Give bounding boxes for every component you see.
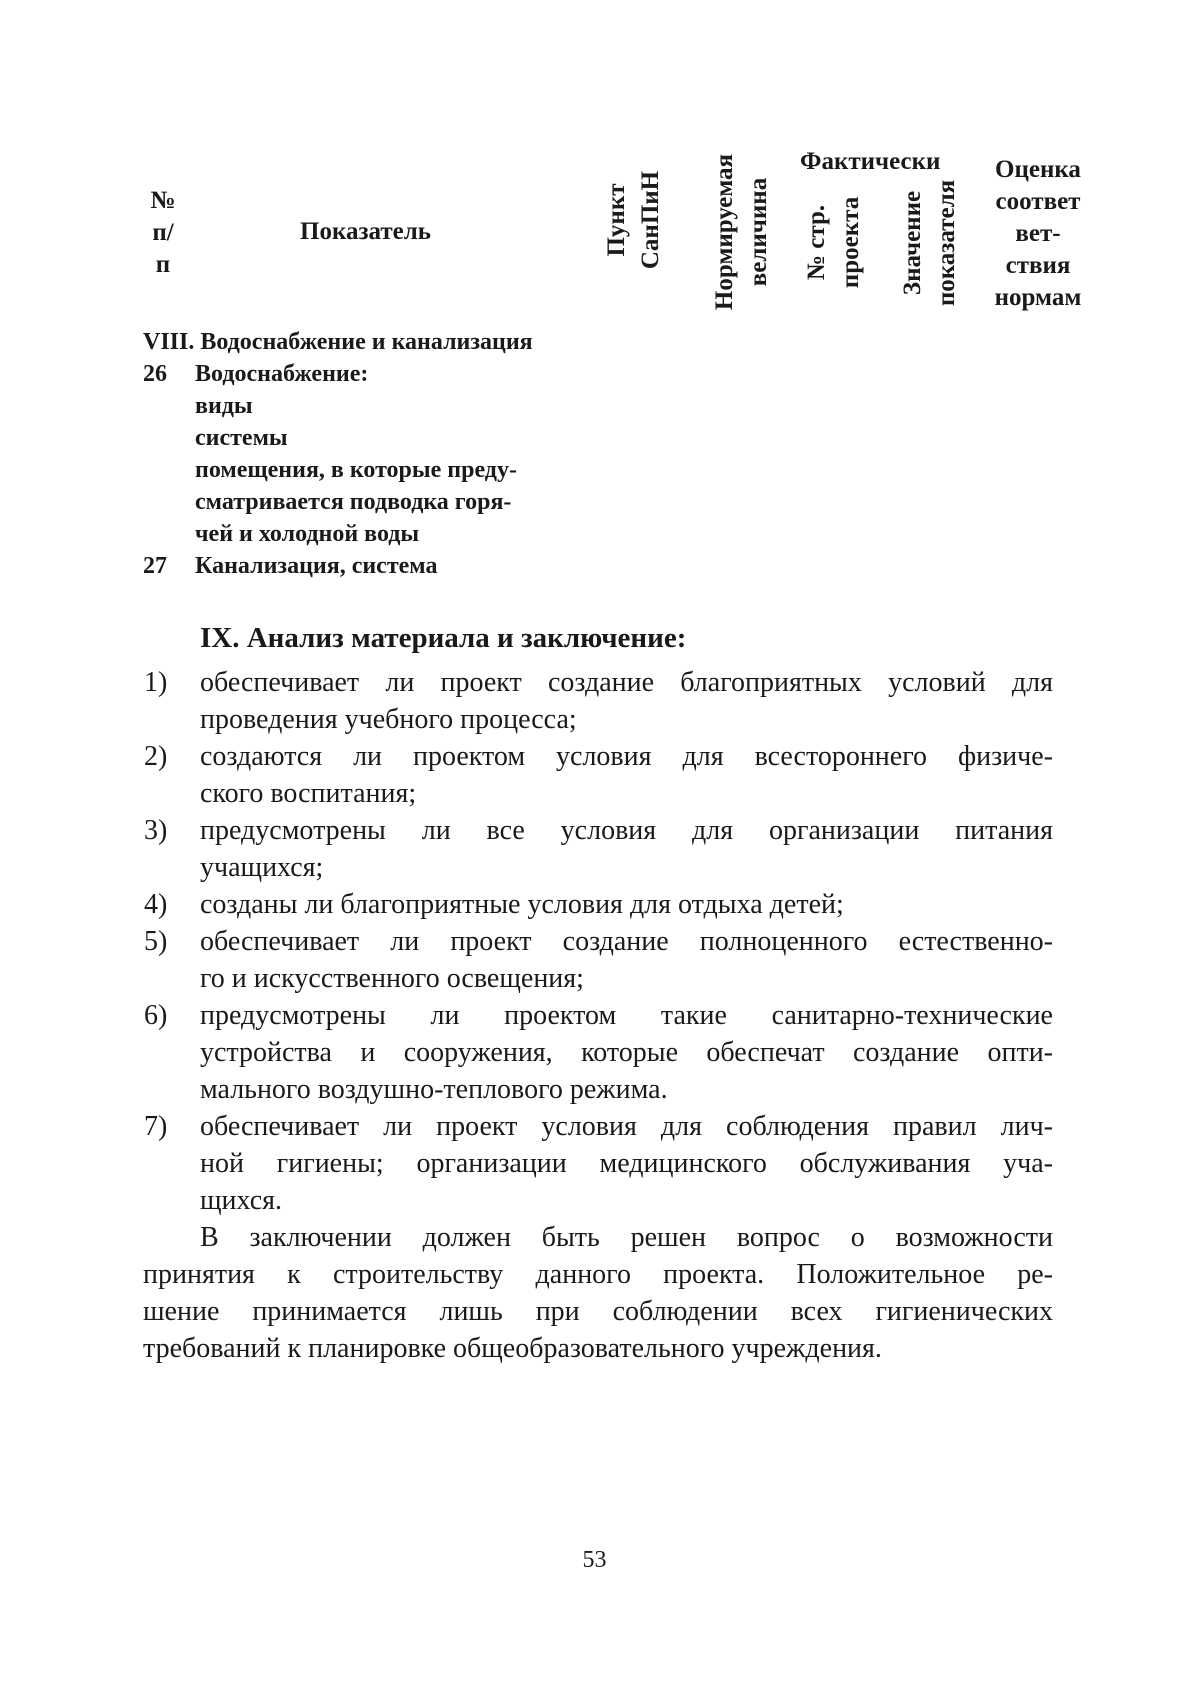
list-item-number: 2) [144,741,168,772]
header-number-line: п [155,251,171,278]
row-text-line: помещения, в которые преду- [195,457,517,483]
header-page [800,185,868,300]
row-text-line: виды [195,393,253,419]
row-text-line: чей и холодной воды [195,521,420,547]
header-number-column [143,185,183,281]
row-text [195,550,437,582]
list-item-line: учащихся; [200,852,324,883]
list-item-line: проведения учебного процесса; [200,704,577,735]
header-actual: Фактически [800,148,941,175]
list-item-number: 5) [144,926,168,957]
header-value-line: показателя [933,179,960,307]
row-text-line: сматривается подводка горя- [195,489,512,515]
header-page-line: № стр. [803,204,830,281]
header-value [896,168,964,318]
conclusion-line: В заключении должен быть решен вопрос о возможности [200,1222,1053,1253]
section-8-title: VIII. Водоснабжение и канализация [143,329,533,355]
list-item-line: щихся. [200,1185,283,1216]
header-assessment-line: соответ [995,188,1081,215]
header-normative-line: Нормируемая [711,153,738,311]
list-item-number: 7) [144,1111,168,1142]
row-text-line: Канализация, система [195,553,438,579]
list-item-line: обеспечивает ли проект создание полноценного естественно- [200,926,1053,957]
header-sanpin-line: Пункт [603,183,630,257]
header-number-line: № [150,187,176,214]
row-text [195,358,517,550]
row-text-line: системы [195,425,288,451]
row-text-line: Водоснабжение: [195,361,369,387]
list-item-line: обеспечивает ли проект создание благоприятных условий для [200,667,1053,698]
list-item-line: создаются ли проектом условия для всестороннего физиче- [200,741,1053,772]
header-sanpin [600,150,668,290]
list-item [200,923,1053,997]
conclusion-line: принятия к строительству данного проекта. Положительное ре- [143,1259,1053,1290]
list-item-line: устройства и сооружения, которые обеспечат создание опти- [200,1037,1053,1068]
list-item-line: обеспечивает ли проект условия для соблюдения правил лич- [200,1111,1053,1142]
list-item [200,997,1053,1108]
header-assessment-line: ствия [1005,252,1071,279]
list-item-number: 4) [144,889,168,920]
list-item-line: ной гигиены; организации медицинского обслуживания уча- [200,1148,1053,1179]
list-item [200,664,1053,738]
list-item-line: го и искусственного освещения; [200,963,584,994]
header-assessment [984,154,1092,314]
list-item-number: 6) [144,1000,168,1031]
list-item-line: предусмотрены ли все условия для организации питания [200,815,1053,846]
list-item [200,812,1053,886]
row-number: 26 [143,361,167,387]
header-indicator: Показатель [300,218,431,245]
header-sanpin-line: СанПиН [637,170,664,270]
conclusion-paragraph [143,1219,1053,1367]
header-normative-line: величина [745,177,772,287]
conclusion-line: шение принимается лишь при соблюдении всех гигиенических [143,1296,1053,1327]
header-number-line: п/ [152,219,174,246]
conclusion-line: требований к планировке общеобразовательного учреждения. [143,1333,882,1364]
list-item-number: 3) [144,815,168,846]
header-value-line: Значение [899,190,926,296]
list-item [200,1108,1053,1219]
header-normative [708,142,776,322]
list-item-line: предусмотрены ли проектом такие санитарно-технические [200,1000,1053,1031]
list-item-line: ского воспитания; [200,778,417,809]
list-item [200,738,1053,812]
list-item [200,886,1053,923]
list-item-line: созданы ли благоприятные условия для отдыха детей; [200,889,844,920]
header-assessment-line: нормам [994,284,1082,311]
row-number: 27 [143,553,167,579]
list-item-line: мального воздушно-теплового режима. [200,1074,668,1105]
list-item-number: 1) [144,667,168,698]
section-9-title: IX. Анализ материала и заключение: [200,622,687,654]
header-assessment-line: Оценка [995,156,1081,183]
header-page-line: проекта [837,196,864,289]
header-assessment-line: вет- [1015,220,1061,247]
page-number: 53 [582,1547,607,1573]
